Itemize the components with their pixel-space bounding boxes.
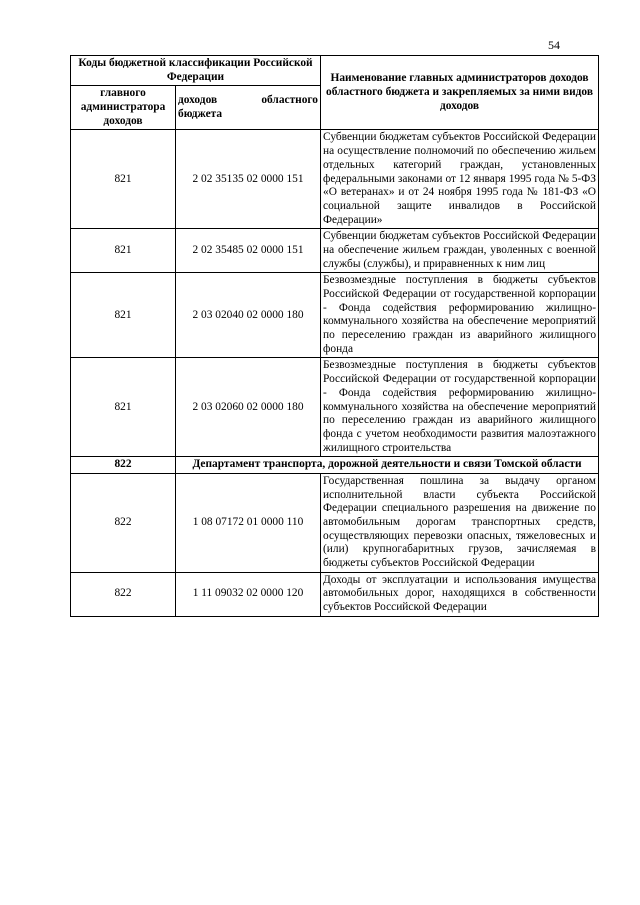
table-row [71, 229, 599, 273]
admin-code-cell: 822 [71, 457, 176, 474]
income-code-cell: 2 03 02040 02 0000 180 [176, 273, 321, 358]
table-row [71, 572, 599, 616]
income-name-cell: Субвенции бюджетам субъектов Российской Федерации на обеспечение жильем граждан, уволенных с военной службы (службы), и приравненных к ним лиц [321, 229, 599, 273]
header-col-income: доходов областного бюджета [176, 86, 321, 130]
income-name-cell: Доходы от эксплуатации и использования имущества автомобильных дорог, находящихся в собственности субъектов Российской Федерации [321, 572, 599, 616]
admin-code-cell: 821 [71, 130, 176, 229]
income-code-cell: 1 11 09032 02 0000 120 [176, 572, 321, 616]
income-code-cell: 1 08 07172 01 0000 110 [176, 473, 321, 572]
income-name-cell: Субвенции бюджетам субъектов Российской Федерации на осуществление полномочий по обеспечению жильем отдельных категорий граждан, установленных федеральными законами от 12 января 1995 года № 5-ФЗ «О ветеранах» и от 24 ноября 1995 года № 181-ФЗ «О социальной защите инвалидов в Российской Федерации» [321, 130, 599, 229]
department-name-cell: Департамент транспорта, дорожной деятельности и связи Томской области [176, 457, 599, 474]
income-code-cell: 2 03 02060 02 0000 180 [176, 358, 321, 457]
page-number: 54 [548, 38, 560, 52]
table-row [71, 130, 599, 229]
income-code-cell: 2 02 35135 02 0000 151 [176, 130, 321, 229]
header-row-1 [71, 56, 599, 86]
income-name-cell: Безвозмездные поступления в бюджеты субъектов Российской Федерации от государственной корпорации - Фонда содействия реформированию жилищно-коммунального хозяйства на обеспечение мероприятий по переселению граждан из аварийного жилищного фонда [321, 273, 599, 358]
header-col-admin: главного администратора доходов [71, 86, 176, 130]
income-name-cell: Безвозмездные поступления в бюджеты субъектов Российской Федерации от государственной корпорации - Фонда содействия реформированию жилищно-коммунального хозяйства на обеспечение мероприятий по переселению граждан из аварийного жилищного фонда с учетом необходимости развития малоэтажного жилищного строительства [321, 358, 599, 457]
income-name-cell: Государственная пошлина за выдачу органом исполнительной власти субъекта Российской Федерации специального разрешения на движение по автомобильным дорогам транспортных средств, осуществляющих перевозки опасных, тяжеловесных и (или) крупногабаритных грузов, зачисляемая в бюджеты субъектов Российской Федерации [321, 473, 599, 572]
admin-code-cell: 822 [71, 473, 176, 572]
admin-code-cell: 821 [71, 358, 176, 457]
table-row [71, 473, 599, 572]
table-row [71, 273, 599, 358]
admin-code-cell: 821 [71, 229, 176, 273]
income-code-cell: 2 02 35485 02 0000 151 [176, 229, 321, 273]
admin-code-cell: 821 [71, 273, 176, 358]
table-row [71, 358, 599, 457]
department-row [71, 457, 599, 474]
budget-classification-table [70, 55, 599, 617]
admin-code-cell: 822 [71, 572, 176, 616]
header-group-title: Коды бюджетной классификации Российской Федерации [71, 56, 321, 86]
table-body [71, 130, 599, 616]
header-col-name: Наименование главных администраторов доходов областного бюджета и закрепляемых за ними видов доходов [321, 56, 599, 130]
